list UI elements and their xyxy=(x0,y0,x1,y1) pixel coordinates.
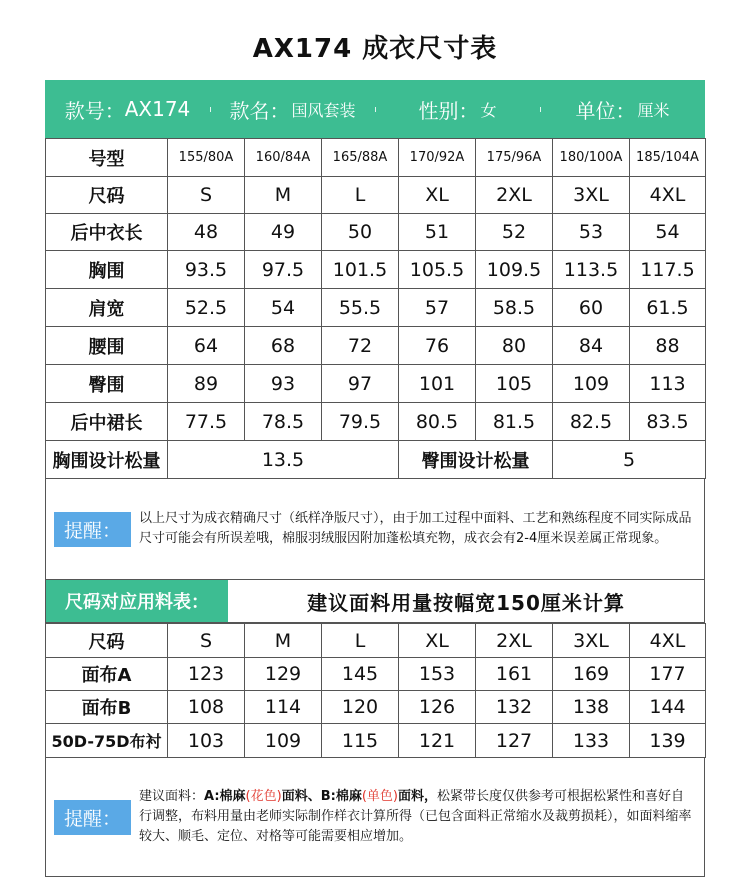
fabric-section-label: 尺码对应用料表： xyxy=(46,580,228,622)
size-cell: XL xyxy=(399,177,476,214)
hip-ease-label: 臀围设计松量 xyxy=(399,441,553,479)
table-cell: 50 xyxy=(322,214,399,251)
table-cell: 80 xyxy=(476,327,553,365)
size-cell: XL xyxy=(399,624,476,658)
table-cell: 72 xyxy=(322,327,399,365)
model-cell: 160/84A xyxy=(245,139,322,177)
fabric-reminder-text xyxy=(139,779,704,855)
table-cell: 97.5 xyxy=(245,251,322,289)
table-cell: 117.5 xyxy=(630,251,706,289)
table-cell: 79.5 xyxy=(322,403,399,441)
size-cell: L xyxy=(322,624,399,658)
table-cell: 113.5 xyxy=(553,251,630,289)
table-cell: 54 xyxy=(245,289,322,327)
table-cell: 132 xyxy=(476,691,553,724)
fabric-reminder-box xyxy=(45,758,705,877)
table-cell: 60 xyxy=(553,289,630,327)
table-row xyxy=(46,658,706,691)
unit-value: 厘米 xyxy=(637,100,670,120)
text-run: 面料， xyxy=(397,789,437,804)
table-cell: 145 xyxy=(322,658,399,691)
row-label: 面布A xyxy=(46,658,168,691)
table-cell: 123 xyxy=(168,658,245,691)
table-cell: 114 xyxy=(245,691,322,724)
fabric-size-row xyxy=(46,624,706,658)
text-run: 松紧带长度仅供参考可根据松紧性和喜好自行调整，布料用量由老师实际制作样衣计算所得（已包含面料正常缩水及裁剪损耗），如面料缩率较大、顺毛、定位、对格等可能需要相应增加。 xyxy=(139,789,692,844)
reminder-text: 以上尺寸为成衣精确尺寸（纸样净版尺寸），由于加工过程中面料、工艺和熟练程度不同实际成品尺寸可能会有所误差哦，棉服羽绒服因附加蓬松填充物，成衣会有2-4厘米误差属正常现象。 xyxy=(139,511,692,546)
size-cell: S xyxy=(168,177,245,214)
table-cell: 88 xyxy=(630,327,706,365)
size-cell: 3XL xyxy=(553,624,630,658)
table-row xyxy=(46,214,706,251)
table-cell: 54 xyxy=(630,214,706,251)
table-cell: 77.5 xyxy=(168,403,245,441)
gender xyxy=(375,95,540,124)
table-cell: 108 xyxy=(168,691,245,724)
table-cell: 68 xyxy=(245,327,322,365)
table-cell: 177 xyxy=(630,658,706,691)
fabric-size-label: 尺码 xyxy=(46,624,168,658)
table-cell: 144 xyxy=(630,691,706,724)
model-label: 号型 xyxy=(46,139,168,177)
table-cell: 103 xyxy=(168,724,245,758)
size-table xyxy=(45,138,706,479)
model-cell: 175/96A xyxy=(476,139,553,177)
style-number xyxy=(45,95,210,124)
reminder-box xyxy=(45,479,705,580)
row-label: 肩宽 xyxy=(46,289,168,327)
row-label: 50D-75D布衬 xyxy=(46,724,168,758)
table-cell: 49 xyxy=(245,214,322,251)
row-label: 腰围 xyxy=(46,327,168,365)
table-cell: 113 xyxy=(630,365,706,403)
size-label: 尺码 xyxy=(46,177,168,214)
highlight-text: (花色) xyxy=(245,789,282,804)
model-cell: 170/92A xyxy=(399,139,476,177)
style-name-value: 国风套装 xyxy=(291,100,356,120)
fabric-section-note: 建议面料用量按幅宽150厘米计算 xyxy=(307,590,625,615)
text-run: 面料、 xyxy=(281,789,321,804)
table-cell: 76 xyxy=(399,327,476,365)
table-cell: 84 xyxy=(553,327,630,365)
table-cell: 93.5 xyxy=(168,251,245,289)
highlight-text: (单色) xyxy=(361,789,398,804)
table-cell: 101.5 xyxy=(322,251,399,289)
fabric-section-header xyxy=(45,580,705,623)
table-cell: 81.5 xyxy=(476,403,553,441)
table-cell: 105.5 xyxy=(399,251,476,289)
model-cell: 165/88A xyxy=(322,139,399,177)
table-cell: 109 xyxy=(553,365,630,403)
table-cell: 121 xyxy=(399,724,476,758)
table-cell: 127 xyxy=(476,724,553,758)
text-run: B:棉麻 xyxy=(320,789,362,804)
row-label: 臀围 xyxy=(46,365,168,403)
table-cell: 89 xyxy=(168,365,245,403)
size-sheet xyxy=(45,80,705,877)
table-cell: 61.5 xyxy=(630,289,706,327)
table-cell: 129 xyxy=(245,658,322,691)
table-cell: 58.5 xyxy=(476,289,553,327)
table-cell: 153 xyxy=(399,658,476,691)
gender-label: 性别： xyxy=(418,98,479,123)
size-cell: 4XL xyxy=(630,177,706,214)
table-cell: 109 xyxy=(245,724,322,758)
table-cell: 51 xyxy=(399,214,476,251)
model-cell: 180/100A xyxy=(553,139,630,177)
size-cell: 2XL xyxy=(476,624,553,658)
table-cell: 101 xyxy=(399,365,476,403)
model-cell: 185/104A xyxy=(630,139,706,177)
table-row xyxy=(46,289,706,327)
table-cell: 64 xyxy=(168,327,245,365)
row-label: 胸围 xyxy=(46,251,168,289)
info-band xyxy=(45,80,705,138)
size-cell: 4XL xyxy=(630,624,706,658)
style-name-label: 款名： xyxy=(229,98,290,123)
style-number-value: AX174 xyxy=(124,97,191,121)
table-cell: 133 xyxy=(553,724,630,758)
table-cell: 78.5 xyxy=(245,403,322,441)
table-cell: 83.5 xyxy=(630,403,706,441)
size-cell: 3XL xyxy=(553,177,630,214)
table-cell: 82.5 xyxy=(553,403,630,441)
model-cell: 155/80A xyxy=(168,139,245,177)
size-cell: S xyxy=(168,624,245,658)
page-title: AX174 成衣尺寸表 xyxy=(252,34,498,64)
table-cell: 52 xyxy=(476,214,553,251)
table-cell: 138 xyxy=(553,691,630,724)
ease-row xyxy=(46,441,706,479)
table-cell: 115 xyxy=(322,724,399,758)
size-cell: L xyxy=(322,177,399,214)
size-cell: M xyxy=(245,177,322,214)
table-row xyxy=(46,365,706,403)
table-row xyxy=(46,724,706,758)
table-cell: 120 xyxy=(322,691,399,724)
table-row xyxy=(46,403,706,441)
size-cell: 2XL xyxy=(476,177,553,214)
style-name xyxy=(210,95,375,124)
table-cell: 109.5 xyxy=(476,251,553,289)
fabric-table xyxy=(45,623,706,758)
text-run: 建议面料： xyxy=(139,789,205,804)
table-row xyxy=(46,251,706,289)
table-cell: 93 xyxy=(245,365,322,403)
table-cell: 80.5 xyxy=(399,403,476,441)
gender-value: 女 xyxy=(480,100,497,120)
table-cell: 105 xyxy=(476,365,553,403)
reminder-badge: 提醒： xyxy=(54,800,131,835)
table-cell: 169 xyxy=(553,658,630,691)
row-label: 后中衣长 xyxy=(46,214,168,251)
table-cell: 52.5 xyxy=(168,289,245,327)
table-cell: 55.5 xyxy=(322,289,399,327)
style-number-label: 款号： xyxy=(64,98,125,123)
table-cell: 57 xyxy=(399,289,476,327)
hip-ease-value: 5 xyxy=(553,441,706,479)
table-row xyxy=(46,691,706,724)
table-cell: 139 xyxy=(630,724,706,758)
table-cell: 48 xyxy=(168,214,245,251)
size-row xyxy=(46,177,706,214)
row-label: 面布B xyxy=(46,691,168,724)
table-row xyxy=(46,327,706,365)
text-run: A:棉麻 xyxy=(204,789,246,804)
chest-ease-label: 胸围设计松量 xyxy=(46,441,168,479)
reminder-badge: 提醒： xyxy=(54,512,131,547)
table-cell: 161 xyxy=(476,658,553,691)
row-label: 后中裙长 xyxy=(46,403,168,441)
table-cell: 97 xyxy=(322,365,399,403)
unit-label: 单位： xyxy=(575,98,636,123)
model-row xyxy=(46,139,706,177)
table-cell: 53 xyxy=(553,214,630,251)
chest-ease-value: 13.5 xyxy=(168,441,399,479)
unit xyxy=(540,95,705,124)
table-cell: 126 xyxy=(399,691,476,724)
size-cell: M xyxy=(245,624,322,658)
